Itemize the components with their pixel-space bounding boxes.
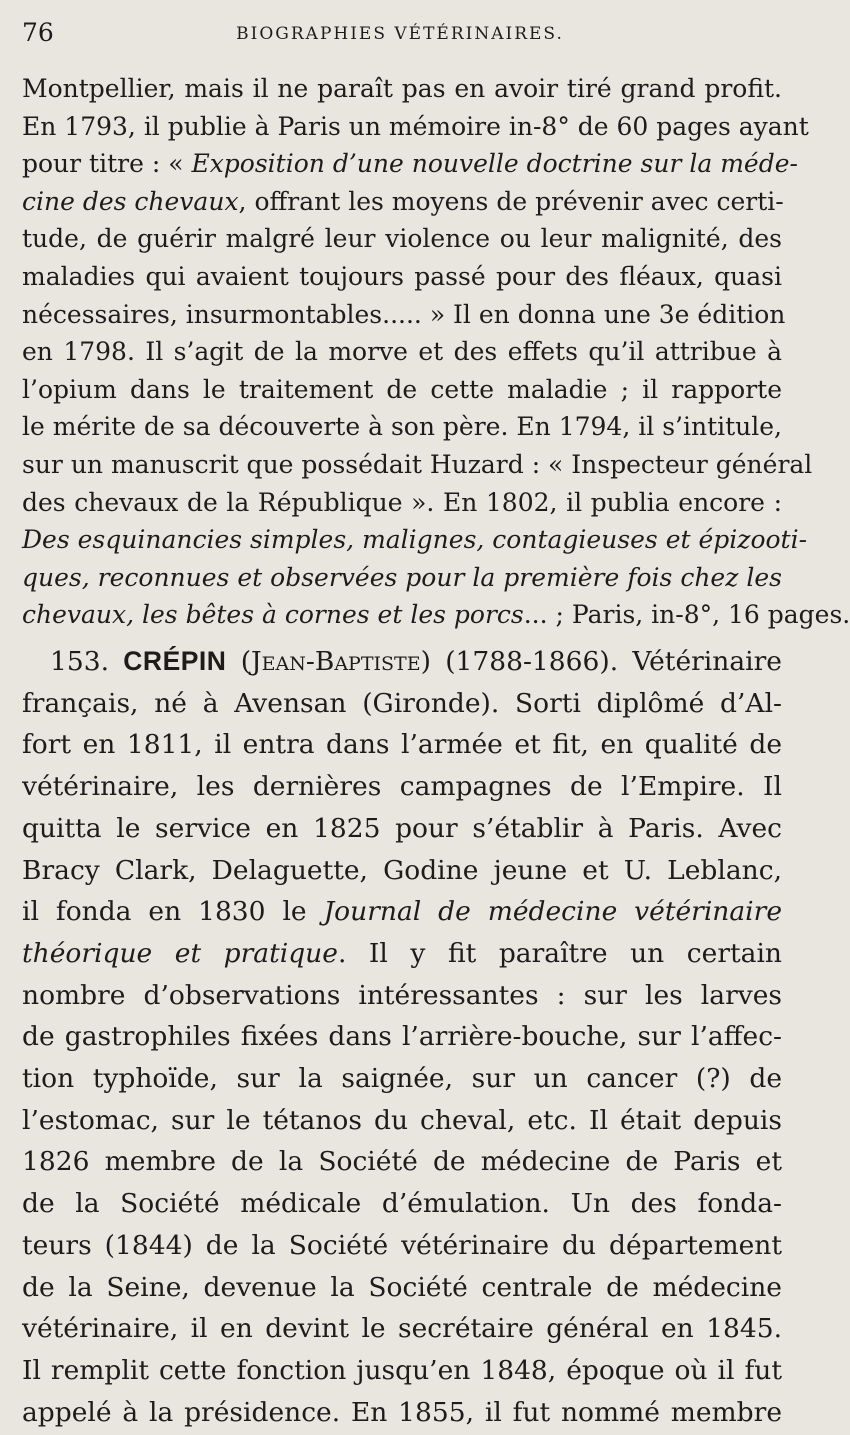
text-line [22, 183, 782, 221]
text-line [22, 1100, 782, 1142]
text-line [22, 1058, 782, 1100]
text-run: pour titre : « [22, 149, 192, 179]
text-line [22, 808, 782, 850]
text-line [22, 408, 782, 446]
text-line [22, 724, 782, 766]
text-line [22, 975, 782, 1017]
text-line [22, 1308, 782, 1350]
text-run: vétérinaire, il en devint le secrétaire général en 1845. [22, 1313, 782, 1345]
text-run: en 1798. Il s’agit de la morve et des effets qu’il attribue à [22, 337, 782, 367]
text-line [22, 220, 782, 258]
text-run: Des esquinancies simples, malignes, contagieuses et épizooti- [22, 525, 808, 555]
text-run: nombre d’observations intéressantes : sur les larves [22, 979, 782, 1011]
text-run: sur un manuscrit que possédait Huzard : « Inspecteur général [22, 449, 813, 479]
page-header [22, 18, 778, 52]
text-line [22, 70, 782, 108]
text-run: ques, reconnues et observées pour la première fois chez les [22, 562, 782, 592]
text-run: appelé à la présidence. En 1855, il fut nommé membre [22, 1396, 782, 1428]
text-run: chevaux, les bêtes à cornes et les porcs [22, 600, 524, 630]
text-line [22, 333, 782, 371]
text-run: de la Société médicale d’émulation. Un des fonda- [22, 1188, 782, 1220]
text-line [22, 446, 813, 484]
text-line [22, 850, 782, 892]
text-line [22, 933, 782, 975]
entry-name: CRÉPIN [123, 646, 227, 676]
text-line [22, 1225, 782, 1267]
text-line [22, 484, 782, 522]
text-line [22, 145, 798, 183]
text-line [22, 1350, 782, 1392]
text-line [22, 1016, 782, 1058]
text-line [22, 766, 782, 808]
text-run: quitta le service en 1825 pour s’établir à Paris. Avec [22, 812, 782, 844]
text-line [22, 891, 782, 933]
text-run: teurs (1844) de la Société vétérinaire du département [22, 1229, 782, 1261]
text-run: de gastrophiles fixées dans l’arrière-bouche, sur l’affec- [22, 1021, 782, 1053]
text-run: de la Seine, devenue la Société centrale de médecine [22, 1271, 782, 1303]
text-line [22, 1392, 782, 1434]
text-run: il fonda en 1830 le [22, 896, 324, 928]
text-run: En 1793, il publie à Paris un mémoire in-8° de 60 pages ayant [22, 111, 809, 141]
text-run: cine des chevaux [22, 186, 239, 216]
text-run: Il remplit cette fonction jusqu’en 1848, époque où il fut [22, 1354, 782, 1386]
text-run: maladies qui avaient toujours passé pour des fléaux, quasi [22, 261, 782, 291]
text-run: nécessaires, insurmontables..... » Il en donna une 3e édition [22, 299, 786, 329]
text-run: Exposition d’une nouvelle doctrine sur la méde- [191, 149, 798, 179]
text-run: tion typhoïde, sur la saignée, sur un cancer (?) de [22, 1063, 782, 1095]
running-head: BIOGRAPHIES VÉTÉRINAIRES. [236, 24, 564, 44]
text-run: le mérite de sa découverte à son père. En 1794, il s’intitule, [22, 412, 782, 442]
text-run: l’estomac, sur le tétanos du cheval, etc. Il était depuis [22, 1104, 782, 1136]
text-line [22, 108, 809, 146]
text-run: ... ; Paris, in-8°, 16 pages. [523, 600, 850, 630]
text-line [22, 1267, 782, 1309]
text-run: théorique et pratique [22, 937, 338, 969]
text-run: , offrant les moyens de prévenir avec certi- [238, 186, 784, 216]
text-run: des chevaux de la République ». En 1802, il publia encore : [22, 487, 782, 517]
entry-number: 153. [50, 646, 110, 677]
text-run: l’opium dans le traitement de cette maladie ; il rapporte [22, 374, 782, 404]
text-line [22, 683, 782, 725]
page-number: 76 [22, 18, 54, 47]
text-line [22, 559, 782, 597]
text-run: vétérinaire, les dernières campagnes de l’Empire. Il [22, 771, 782, 803]
text-run: Montpellier, mais il ne paraît pas en avoir tiré grand profit. [22, 74, 782, 103]
text-run: Bracy Clark, Delaguette, Godine jeune et U. Leblanc, [22, 854, 782, 886]
text-line [22, 371, 782, 409]
text-line [22, 1183, 782, 1225]
text-run: fort en 1811, il entra dans l’armée et fit, en qualité de [22, 729, 782, 761]
text-line [22, 521, 808, 559]
entry-given-names: (Jean-Baptiste) [240, 646, 431, 677]
text-line [22, 296, 786, 334]
entry-153 [22, 641, 782, 1433]
previous-entry-text [22, 70, 850, 634]
text-run: (1788-1866). Vétérinaire [445, 646, 782, 677]
text-run: . Il y fit paraître un certain [337, 937, 782, 969]
text-line [22, 258, 782, 296]
text-run: 1826 membre de la Société de médecine de Paris et [22, 1146, 782, 1178]
entry-first-line [22, 641, 782, 683]
text-run: tude, de guérir malgré leur violence ou leur malignité, des [22, 224, 782, 254]
text-run: français, né à Avensan (Gironde). Sorti diplômé d’Al- [22, 687, 782, 719]
text-line [22, 1141, 782, 1183]
text-line [22, 596, 850, 634]
text-run: Journal de médecine vétérinaire [323, 896, 783, 928]
